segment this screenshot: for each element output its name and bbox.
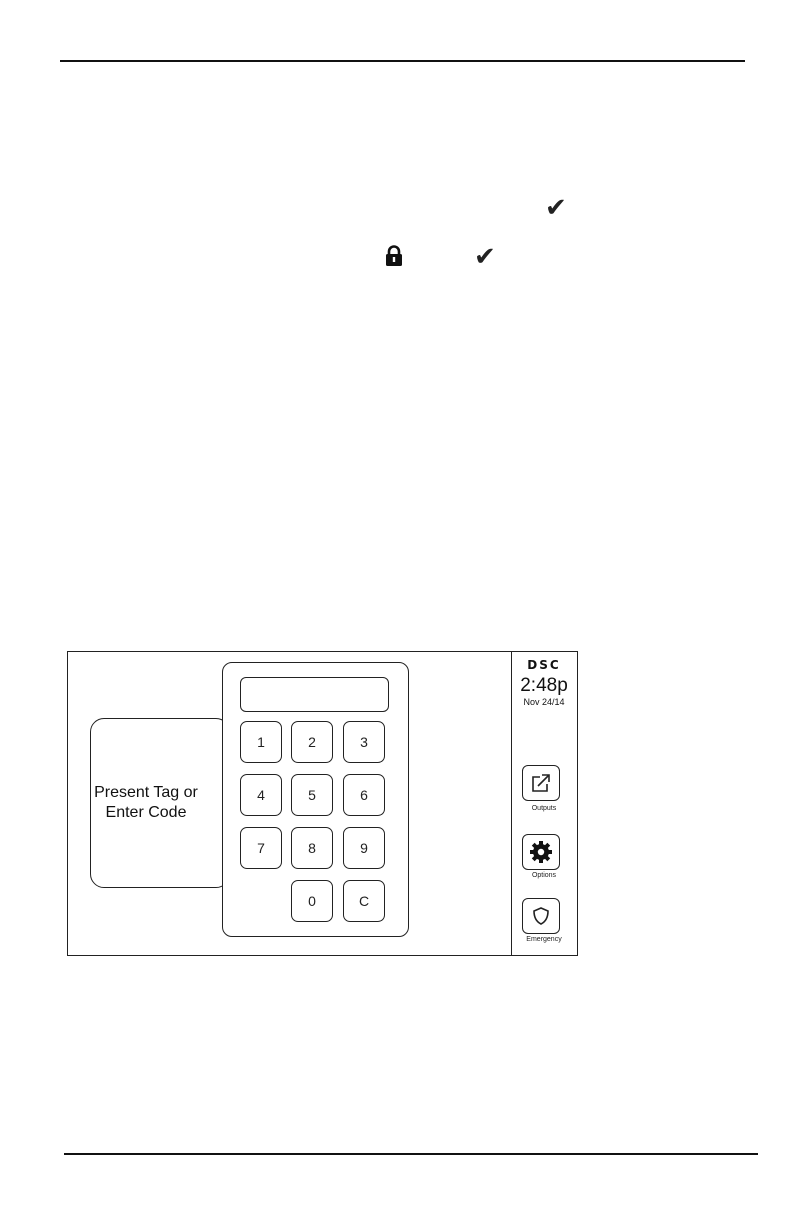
gear-icon — [529, 840, 553, 864]
clock-date: Nov 24/14 — [523, 697, 565, 707]
footer-rule — [64, 1153, 758, 1155]
key-9[interactable]: 9 — [343, 827, 385, 869]
options-button[interactable] — [522, 834, 560, 870]
key-3[interactable]: 3 — [343, 721, 385, 763]
brand-logo: DSC — [527, 658, 561, 672]
header-rule — [60, 60, 745, 62]
key-2[interactable]: 2 — [291, 721, 333, 763]
outputs-label: Outputs — [531, 805, 557, 812]
tag-prompt-text: Present Tag or Enter Code — [94, 784, 198, 821]
key-4[interactable]: 4 — [240, 774, 282, 816]
clock-time: 2:48p — [520, 675, 568, 696]
outputs-icon — [530, 772, 552, 794]
tag-prompt-panel[interactable] — [90, 718, 230, 888]
checkmark-icon: ✔ — [474, 242, 496, 272]
checkmark-icon: ✔ — [545, 193, 567, 223]
key-clear[interactable]: C — [343, 880, 385, 922]
sidebar — [511, 652, 577, 955]
shield-icon — [530, 905, 552, 927]
key-8[interactable]: 8 — [291, 827, 333, 869]
options-label: Options — [531, 872, 557, 879]
key-7[interactable]: 7 — [240, 827, 282, 869]
outputs-button[interactable] — [522, 765, 560, 801]
key-1[interactable]: 1 — [240, 721, 282, 763]
key-0[interactable]: 0 — [291, 880, 333, 922]
keypad — [222, 662, 409, 937]
key-5[interactable]: 5 — [291, 774, 333, 816]
code-display-field[interactable] — [240, 677, 389, 712]
emergency-button[interactable] — [522, 898, 560, 934]
key-6[interactable]: 6 — [343, 774, 385, 816]
emergency-label: Emergency — [526, 936, 562, 943]
lock-icon — [385, 245, 403, 272]
keypad-screen — [67, 651, 578, 956]
